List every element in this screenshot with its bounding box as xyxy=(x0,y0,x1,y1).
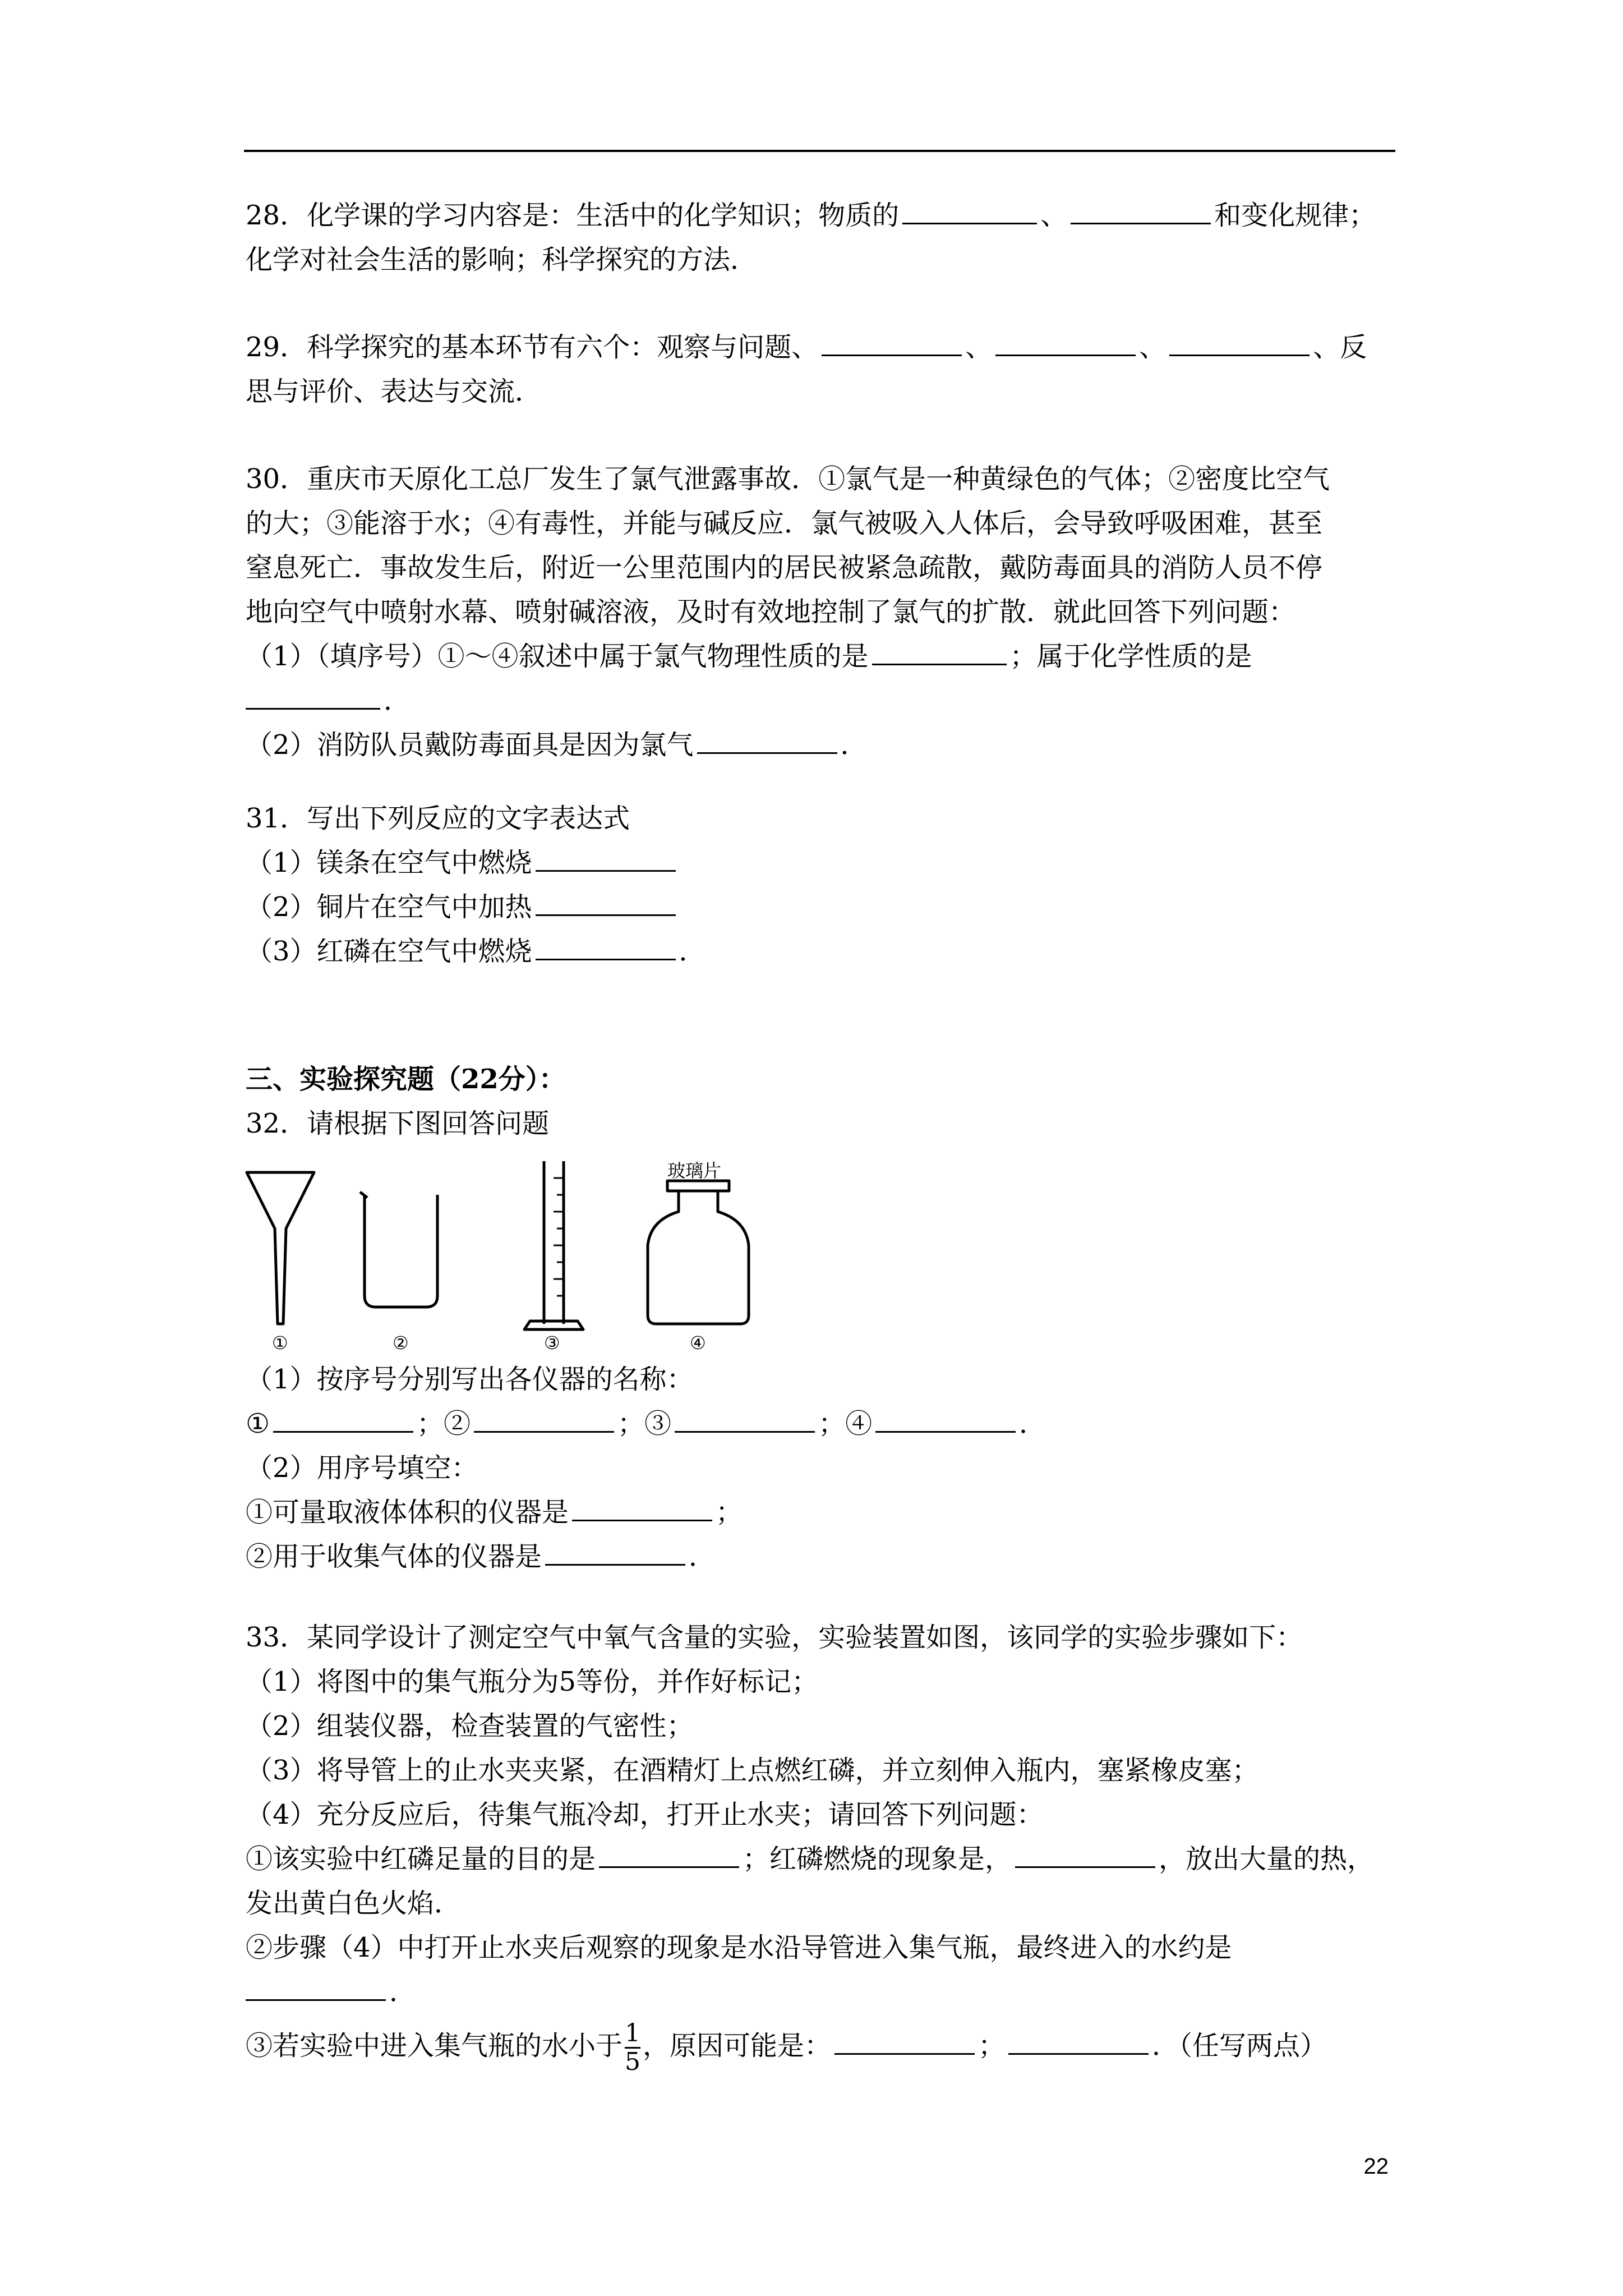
q29-line2: 思与评价、表达与交流． xyxy=(246,376,542,407)
q33-ans1: ①该实验中红磷足量的目的是 xyxy=(246,1843,596,1875)
fig-num-2: ② xyxy=(393,1332,409,1354)
question-30 xyxy=(246,457,1395,767)
q30-sub2: （2）消防队员戴防毒面具是因为氯气 xyxy=(246,729,694,761)
q30-blank-1[interactable] xyxy=(872,641,1007,665)
q29-blank-2[interactable] xyxy=(995,332,1136,356)
q29-blank-1[interactable] xyxy=(822,332,962,356)
question-28 xyxy=(246,194,1395,282)
q28-sep: 、 xyxy=(1040,200,1068,231)
glass-plate-label: 玻璃片 xyxy=(667,1160,722,1181)
fraction-denominator: 5 xyxy=(625,2047,641,2076)
q32-sub1: （1）按序号分别写出各仪器的名称： xyxy=(246,1364,694,1395)
graduated-cylinder-icon xyxy=(544,1161,564,1324)
q31-item3: （3）红磷在空气中燃烧 xyxy=(246,936,532,967)
q33-blank-3[interactable] xyxy=(246,1977,386,2001)
q28-blank-1[interactable] xyxy=(902,200,1037,224)
q30-line4: 地向空气中喷射水幕、喷射碱溶液，及时有效地控制了氯气的扩散．就此回答下列问题： xyxy=(246,596,1296,628)
q33-blank-5[interactable] xyxy=(1008,2031,1149,2055)
q30-sub1: （1）（填序号）①～④叙述中属于氯气物理性质的是 xyxy=(246,641,869,672)
gas-bottle-icon xyxy=(648,1191,749,1324)
q30-dot-2: ． xyxy=(840,729,868,761)
lab-apparatus-figure xyxy=(241,1156,774,1358)
q29-end: 、反 xyxy=(1313,332,1367,363)
q31-title: 31．写出下列反应的文字表达式 xyxy=(246,803,630,834)
q31-dot: ． xyxy=(679,936,706,967)
q32-blank-5[interactable] xyxy=(572,1497,712,1521)
q30-blank-2[interactable] xyxy=(246,685,380,710)
q30-line2: 的大；③能溶于水；④有毒性，并能与碱反应．氯气被吸入人体后，会导致呼吸困难，甚至 xyxy=(246,508,1323,539)
q32-blank-6[interactable] xyxy=(545,1542,685,1566)
question-33 xyxy=(246,1616,1395,2076)
q28-blank-2[interactable] xyxy=(1071,200,1211,224)
q32-sub2b: ②用于收集气体的仪器是 xyxy=(246,1541,542,1572)
q33-dot: ． xyxy=(389,1976,417,2008)
q30-dot-1: ． xyxy=(384,685,411,716)
q33-blank-4[interactable] xyxy=(834,2031,975,2055)
q32-n4: ；④ xyxy=(818,1408,873,1439)
q32-n1: ① xyxy=(246,1408,270,1439)
section-title: 三、实验探究题（22分）： xyxy=(246,1064,566,1095)
q31-item2: （2）铜片在空气中加热 xyxy=(246,891,532,923)
fraction-numerator: 1 xyxy=(625,2019,641,2047)
glass-plate-icon xyxy=(667,1181,729,1191)
question-31 xyxy=(246,797,1395,974)
q29-sep-2: 、 xyxy=(1139,332,1166,363)
q31-item1: （1）镁条在空气中燃烧 xyxy=(246,847,532,878)
q32-sub2: （2）用序号填空： xyxy=(246,1452,478,1484)
q31-blank-3[interactable] xyxy=(536,936,676,960)
q31-blank-1[interactable] xyxy=(536,848,676,872)
q33-step3: （3）将导管上的止水夹夹紧，在酒精灯上点燃红磷，并立刻伸入瓶内，塞紧橡皮塞； xyxy=(246,1755,1259,1786)
q33-ans1-line2: 发出黄白色火焰． xyxy=(246,1888,462,1919)
q32-blank-4[interactable] xyxy=(875,1409,1016,1433)
q33-ans1-b: ；红磷燃烧的现象是， xyxy=(743,1843,1012,1875)
header-rule xyxy=(244,150,1395,152)
q32-semi: ； xyxy=(716,1497,743,1528)
q33-ans3: ③若实验中进入集气瓶的水小于 xyxy=(246,2030,623,2062)
q33-ans3-b: ，原因可能是： xyxy=(643,2030,832,2062)
q32-n2: ；② xyxy=(417,1408,471,1439)
fraction-one-fifth xyxy=(625,2020,640,2076)
q33-ans2: ②步骤（4）中打开止水夹后观察的现象是水沿导管进入集气瓶，最终进入的水约是 xyxy=(246,1932,1232,1963)
q32-blank-1[interactable] xyxy=(273,1409,413,1433)
q30-blank-3[interactable] xyxy=(697,730,837,754)
q29-sep-1: 、 xyxy=(965,332,993,363)
q33-ans3-c: ．（任写两点） xyxy=(1152,2030,1327,2062)
q33-step4: （4）充分反应后，待集气瓶冷却，打开止水夹；请回答下列问题： xyxy=(246,1799,1044,1830)
q33-blank-2[interactable] xyxy=(1015,1844,1155,1868)
q32-blank-3[interactable] xyxy=(675,1409,815,1433)
q30-line1: 30．重庆市天原化工总厂发生了氯气泄露事故．①氯气是一种黄绿色的气体；②密度比空气 xyxy=(246,463,1330,495)
q33-ans1-c: ，放出大量的热， xyxy=(1159,1843,1375,1875)
question-29 xyxy=(246,325,1395,414)
q28-line2: 化学对社会生活的影响；科学探究的方法． xyxy=(246,244,758,275)
q32-n3: ；③ xyxy=(617,1408,672,1439)
question-32 xyxy=(246,1358,1395,1579)
q30-line3: 窒息死亡．事故发生后，附近一公里范围内的居民被紧急疏散，戴防毒面具的消防人员不停 xyxy=(246,552,1323,583)
q32-dot-2: ． xyxy=(689,1541,716,1572)
q32-blank-2[interactable] xyxy=(474,1409,614,1433)
q28-text: 28．化学课的学习内容是：生活中的化学知识；物质的 xyxy=(246,200,900,231)
q33-blank-1[interactable] xyxy=(599,1844,739,1868)
q30-sub1-b: ；属于化学性质的是 xyxy=(1009,641,1252,672)
q32-dot-1: ． xyxy=(1019,1408,1046,1439)
q33-title: 33．某同学设计了测定空气中氧气含量的实验，实验装置如图，该同学的实验步骤如下： xyxy=(246,1622,1303,1653)
q33-step2: （2）组装仪器，检查装置的气密性； xyxy=(246,1710,694,1742)
fig-num-4: ④ xyxy=(690,1332,706,1354)
fig-num-3: ③ xyxy=(544,1332,560,1354)
funnel-icon xyxy=(247,1172,314,1324)
q33-step1: （1）将图中的集气瓶分为5等份，并作好标记； xyxy=(246,1666,819,1697)
q31-blank-2[interactable] xyxy=(536,892,676,916)
q29-blank-3[interactable] xyxy=(1169,332,1310,356)
section-3 xyxy=(246,1057,1395,1146)
beaker-icon xyxy=(365,1195,437,1307)
fig-num-1: ① xyxy=(272,1332,288,1354)
q29-text: 29．科学探究的基本环节有六个：观察与问题、 xyxy=(246,332,819,363)
q32-title: 32．请根据下图回答问题 xyxy=(246,1108,550,1139)
q28-text-end: 和变化规律； xyxy=(1214,200,1376,231)
page-number: 22 xyxy=(1363,2154,1389,2179)
q33-semi: ； xyxy=(978,2030,1006,2062)
q32-sub2a: ①可量取液体体积的仪器是 xyxy=(246,1497,569,1528)
